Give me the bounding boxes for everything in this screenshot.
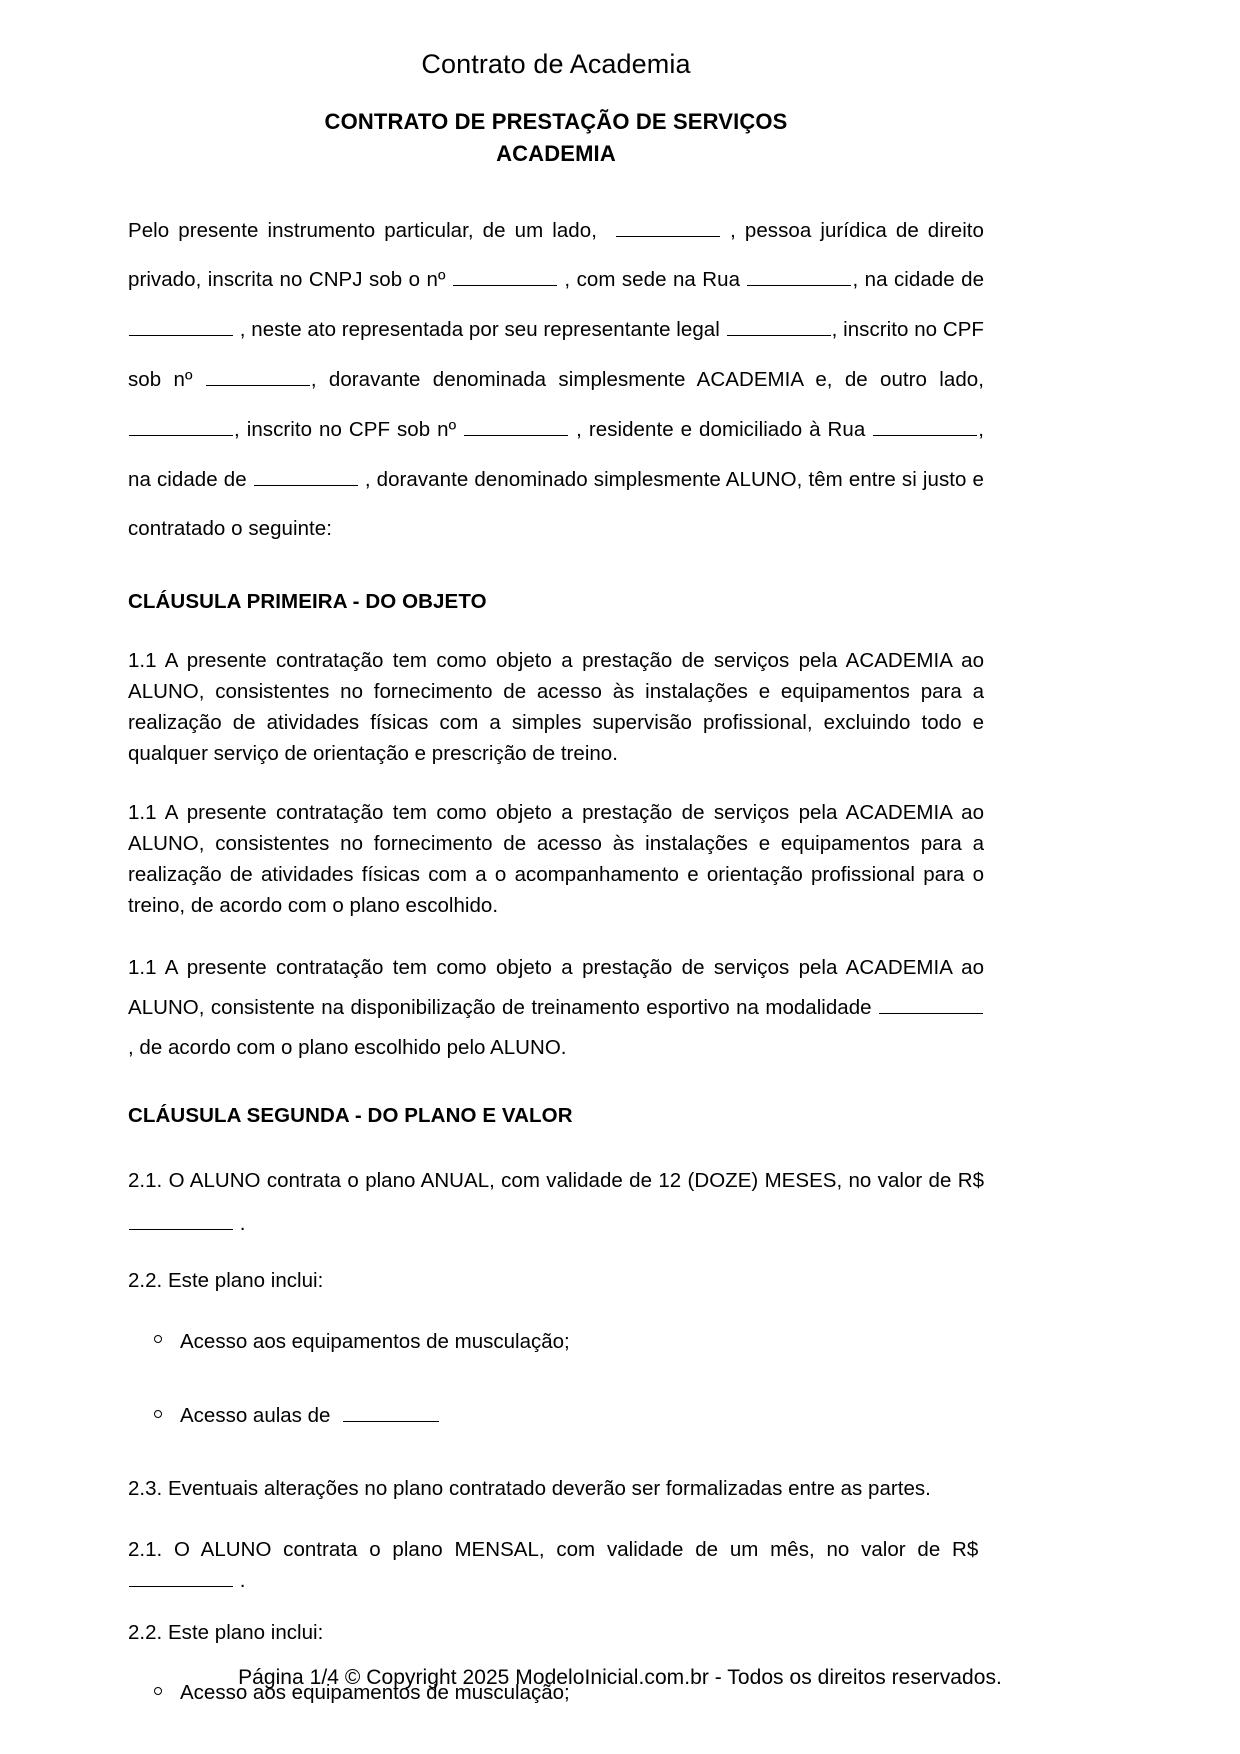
intro-paragraph bbox=[128, 206, 984, 555]
intro-text-1: Pelo presente instrumento particular, de um lado, bbox=[128, 218, 597, 242]
clause-2-2-label-anual: 2.2. Este plano inclui: bbox=[128, 1269, 324, 1293]
intro-text-4: , na cidade de bbox=[852, 268, 985, 292]
list-item bbox=[128, 1327, 984, 1358]
intro-text-6: , inscrito no CPF sob nº bbox=[128, 318, 984, 391]
list-item-label: Acesso aos equipamentos de musculação; bbox=[180, 1681, 570, 1705]
intro-text-8: , inscrito no CPF sob nº bbox=[234, 417, 457, 441]
document-subtitle bbox=[128, 106, 984, 170]
list-item bbox=[128, 1401, 984, 1432]
clause-1-1-paragraph-c bbox=[128, 948, 984, 1068]
blank-field-student-city[interactable] bbox=[254, 466, 358, 486]
bullet-circle-icon bbox=[154, 1335, 162, 1343]
blank-field-company-city[interactable] bbox=[129, 316, 233, 336]
intro-text-7: , doravante denominada simplesmente ACADEMIA e, de outro lado, bbox=[310, 367, 985, 391]
list-item-label: Acesso aulas de bbox=[180, 1404, 331, 1428]
clause-2-1-anual-text-2: . bbox=[239, 1211, 246, 1235]
clause-2-3-paragraph: 2.3. Eventuais alterações no plano contratado deverão ser formalizadas entre as partes. bbox=[128, 1477, 931, 1501]
blank-field-aulas[interactable] bbox=[343, 1403, 439, 1423]
clause-2-1-mensal-text-1: 2.1. O ALUNO contrata o plano MENSAL, com validade de um mês, no valor de R$ bbox=[128, 1537, 979, 1561]
clause-2-1-anual-text-1: 2.1. O ALUNO contrata o plano ANUAL, com validade de 12 (DOZE) MESES, no valor de R$ bbox=[128, 1168, 984, 1192]
blank-field-representative[interactable] bbox=[727, 316, 831, 336]
clause-1-1-paragraph-b: 1.1 A presente contratação tem como objeto a prestação de serviços pela ACADEMIA ao ALUNO, consistentes no fornecimento de acesso às instalações e equipamentos para a realização de atividades físicas com a o acompanhamento e orientação profissional para o treino, de acordo com o plano escolhido. bbox=[128, 800, 984, 918]
blank-field-modalidade[interactable] bbox=[879, 994, 983, 1014]
blank-field-student-street[interactable] bbox=[873, 416, 977, 436]
blank-field-valor-anual[interactable] bbox=[129, 1210, 233, 1230]
clause-first-heading: CLÁUSULA PRIMEIRA - DO OBJETO bbox=[128, 590, 487, 614]
blank-field-company-street[interactable] bbox=[747, 266, 851, 286]
clause-2-1-mensal-text-2: . bbox=[239, 1568, 246, 1592]
subtitle-line-1: CONTRATO DE PRESTAÇÃO DE SERVIÇOS bbox=[324, 108, 788, 134]
plan-inclusions-list-anual bbox=[128, 1327, 984, 1433]
blank-field-company-name[interactable] bbox=[616, 217, 720, 237]
page-title: Contrato de Academia bbox=[421, 49, 691, 79]
subtitle-line-2: ACADEMIA bbox=[496, 140, 616, 166]
clause-2-1-mensal-paragraph bbox=[128, 1535, 984, 1597]
clause-1-1-c-text-2: , de acordo com o plano escolhido pelo ALUNO. bbox=[128, 1036, 567, 1060]
document-content bbox=[128, 0, 984, 1709]
list-item-label: Acesso aos equipamentos de musculação; bbox=[180, 1329, 570, 1353]
intro-text-3: , com sede na Rua bbox=[564, 268, 741, 292]
blank-field-student-name[interactable] bbox=[129, 416, 233, 436]
clause-1-1-c-text-1: 1.1 A presente contratação tem como objeto a prestação de serviços pela ACADEMIA ao ALUNO, consistente na disponibilização de treinamento esportivo na modalidade bbox=[128, 956, 984, 1020]
blank-field-cnpj[interactable] bbox=[453, 266, 557, 286]
clause-1-1-paragraph-a: 1.1 A presente contratação tem como objeto a prestação de serviços pela ACADEMIA ao ALUNO, consistentes no fornecimento de acesso às instalações e equipamentos para a realização de atividades físicas com a simples supervisão profissional, excluindo todo e qualquer serviço de orientação e prescrição de treino. bbox=[128, 648, 984, 766]
blank-field-valor-mensal[interactable] bbox=[129, 1567, 233, 1587]
clause-second-heading: CLÁUSULA SEGUNDA - DO PLANO E VALOR bbox=[128, 1104, 573, 1128]
clause-2-2-label-mensal: 2.2. Este plano inclui: bbox=[128, 1620, 324, 1644]
intro-text-2: , pessoa jurídica de direito privado, inscrita no CNPJ sob o nº bbox=[128, 218, 984, 292]
clause-2-1-anual-paragraph bbox=[128, 1159, 984, 1245]
intro-text-5: , neste ato representada por seu representante legal bbox=[239, 318, 720, 342]
blank-field-student-cpf[interactable] bbox=[464, 416, 568, 436]
intro-text-9: , residente e domiciliado à Rua bbox=[576, 417, 866, 441]
blank-field-representative-cpf[interactable] bbox=[206, 366, 310, 386]
intro-text-11: , doravante denominado simplesmente ALUNO, têm entre si justo e contratado o seguinte: bbox=[128, 467, 984, 541]
page-footer: Página 1/4 © Copyright 2025 ModeloInicial.com.br - Todos os direitos reservados. bbox=[238, 1665, 1002, 1689]
intro-text-10: , na cidade de bbox=[128, 417, 985, 491]
bullet-circle-icon bbox=[154, 1410, 162, 1418]
